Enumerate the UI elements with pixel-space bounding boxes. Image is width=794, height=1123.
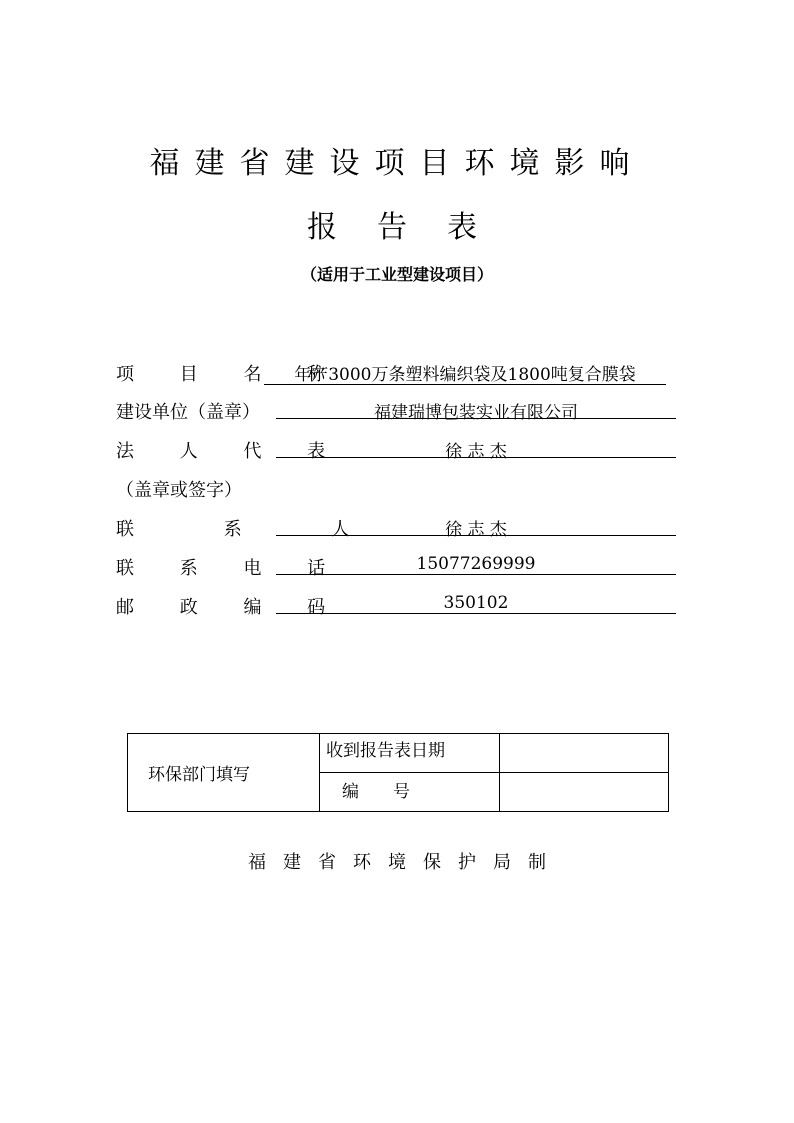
postcode-label: 邮 政 编 码 xyxy=(116,597,346,618)
received-date-label-cell xyxy=(320,734,500,773)
issuing-authority: 福建省环境保护局制 xyxy=(248,852,563,873)
postcode-underline xyxy=(276,613,676,614)
postcode-value: 350102 xyxy=(443,593,509,613)
number-label: 编 号 xyxy=(342,782,410,802)
number-value-cell[interactable] xyxy=(500,773,669,812)
postcode-row xyxy=(116,593,676,619)
report-title-line2: 报告表 xyxy=(307,210,517,245)
report-subtitle: （适用于工业型建设项目） xyxy=(300,265,493,284)
construction-unit-label: 建设单位（盖章） xyxy=(116,402,260,423)
legal-rep-underline xyxy=(276,457,676,458)
phone-underline xyxy=(276,574,676,575)
legal-rep-row xyxy=(116,437,676,463)
construction-unit-underline xyxy=(276,418,676,419)
received-date-value-cell[interactable] xyxy=(500,734,669,773)
contact-value: 徐 志 杰 xyxy=(445,520,507,540)
project-name-row xyxy=(116,360,676,386)
contact-label: 联 系 人 xyxy=(116,519,392,540)
dept-label: 环保部门填写 xyxy=(148,765,250,785)
received-date-label: 收到报告表日期 xyxy=(326,741,445,761)
legal-rep-value: 徐 志 杰 xyxy=(445,442,507,462)
project-name-underline xyxy=(264,384,666,385)
project-name-value: 年产3000万条塑料编织袋及1800吨复合膜袋 xyxy=(294,365,636,385)
contact-underline xyxy=(276,535,676,536)
dept-fill-table xyxy=(127,733,669,812)
phone-label: 联 系 电 话 xyxy=(116,558,346,579)
construction-unit-value: 福建瑞博包装实业有限公司 xyxy=(374,403,578,423)
seal-note: （盖章或签字） xyxy=(116,480,242,501)
construction-unit-row xyxy=(116,398,676,424)
dept-label-cell xyxy=(128,734,320,812)
report-title-line1: 福建省建设项目环境影响 xyxy=(149,146,645,181)
phone-row xyxy=(116,554,676,580)
number-label-cell xyxy=(320,773,500,812)
contact-row xyxy=(116,515,676,541)
project-name-label: 项 目 名 称 xyxy=(116,364,346,385)
phone-value: 15077269999 xyxy=(416,554,536,574)
seal-note-row xyxy=(116,476,316,502)
legal-rep-label: 法 人 代 表 xyxy=(116,441,346,462)
